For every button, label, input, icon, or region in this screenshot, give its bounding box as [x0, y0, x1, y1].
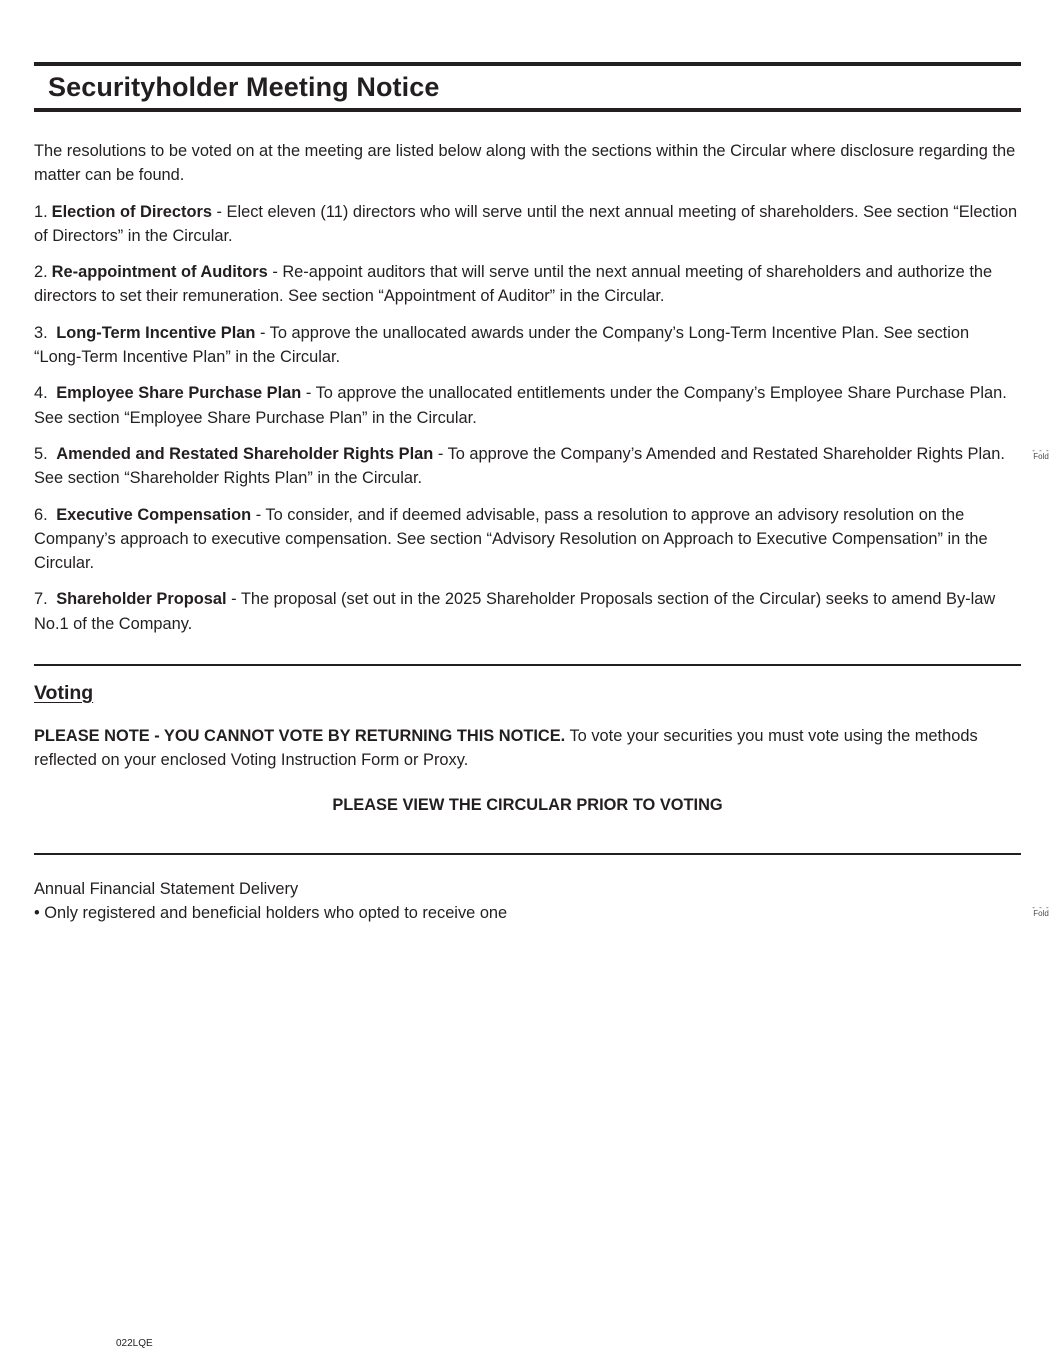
resolution-title: Amended and Restated Shareholder Rights Plan: [56, 444, 434, 463]
resolution-item: [34, 587, 1021, 636]
resolution-title: Executive Compensation: [56, 505, 252, 524]
voting-note-bold: PLEASE NOTE - YOU CANNOT VOTE BY RETURNING THIS NOTICE.: [34, 727, 566, 746]
resolution-text: - Re-appoint auditors that will serve until the next annual meeting of shareholders and authorize the directors to set their remuneration. See section “Appointment of Auditor” in the Circular.: [34, 263, 993, 306]
resolution-title: Employee Share Purchase Plan: [56, 384, 302, 403]
title-bar: [34, 62, 1021, 112]
resolution-title: Long-Term Incentive Plan: [56, 323, 256, 342]
resolution-number: 3.: [34, 323, 53, 342]
intro-paragraph: The resolutions to be voted on at the meeting are listed below along with the sections within the Circular where disclosure regarding the matter can be found.: [34, 142, 1016, 185]
section-divider: [34, 853, 1021, 855]
resolution-number: 2.: [34, 263, 48, 282]
resolution-item: [34, 260, 1021, 309]
voting-heading: Voting: [34, 682, 94, 705]
page-title: Securityholder Meeting Notice: [48, 71, 440, 102]
resolution-item: [34, 321, 1021, 370]
resolution-item: [34, 503, 1021, 576]
resolution-text: - Elect eleven (11) directors who will serve until the next annual meeting of shareholders. See section “Election of Directors” in the Circular.: [34, 202, 1018, 245]
resolution-item: [34, 381, 1021, 430]
document-code: 022LQE: [116, 1338, 153, 1349]
fold-mark-label: Fold: [1033, 909, 1049, 918]
resolution-number: 1.: [34, 202, 48, 221]
fold-mark: [1031, 449, 1051, 461]
fold-mark-label: Fold: [1033, 452, 1049, 461]
resolution-text: - To approve the Company’s Amended and Restated Shareholder Rights Plan. See section “Shareholder Rights Plan” in the Circular.: [34, 444, 1005, 488]
resolution-item: [34, 442, 1021, 491]
notice-page: [34, 62, 1021, 926]
resolution-number: 6.: [34, 505, 53, 524]
resolution-number: 7.: [34, 590, 53, 609]
resolution-number: 4.: [34, 384, 53, 403]
resolution-text: - To consider, and if deemed advisable, pass a resolution to approve an advisory resolution on the Company’s approach to executive compensation. See section “Advisory Resolution on Approach to Executive Compensation” in the Circular.: [34, 505, 988, 573]
resolution-title: Re-appointment of Auditors: [51, 263, 268, 282]
resolution-title: Election of Directors: [51, 202, 212, 221]
financial-statement-heading: Annual Financial Statement Delivery: [34, 879, 299, 898]
view-circular-notice: PLEASE VIEW THE CIRCULAR PRIOR TO VOTING: [332, 795, 723, 814]
resolution-title: Shareholder Proposal: [56, 590, 227, 609]
section-divider: [34, 664, 1021, 666]
resolution-text: - To approve the unallocated awards under the Company’s Long-Term Incentive Plan. See section “Long-Term Incentive Plan” in the Circular.: [34, 323, 970, 367]
financial-statement-bullet: • Only registered and beneficial holders who opted to receive one: [34, 904, 508, 923]
fold-mark: [1031, 906, 1051, 918]
financial-statement-section: [34, 877, 1021, 926]
resolution-number: 5.: [34, 444, 53, 463]
resolution-item: [34, 200, 1021, 249]
voting-note: [34, 724, 1021, 773]
voting-note-text: To vote your securities you must vote using the methods reflected on your enclosed Voting Instruction Form or Proxy.: [34, 727, 978, 770]
resolutions-list: [34, 200, 1021, 636]
resolution-text: - The proposal (set out in the 2025 Shareholder Proposals section of the Circular) seeks to amend By-law No.1 of the Company.: [34, 590, 996, 633]
resolution-text: - To approve the unallocated entitlements under the Company’s Employee Share Purchase Plan. See section “Employee Share Purchase Plan” in the Circular.: [34, 384, 1007, 427]
